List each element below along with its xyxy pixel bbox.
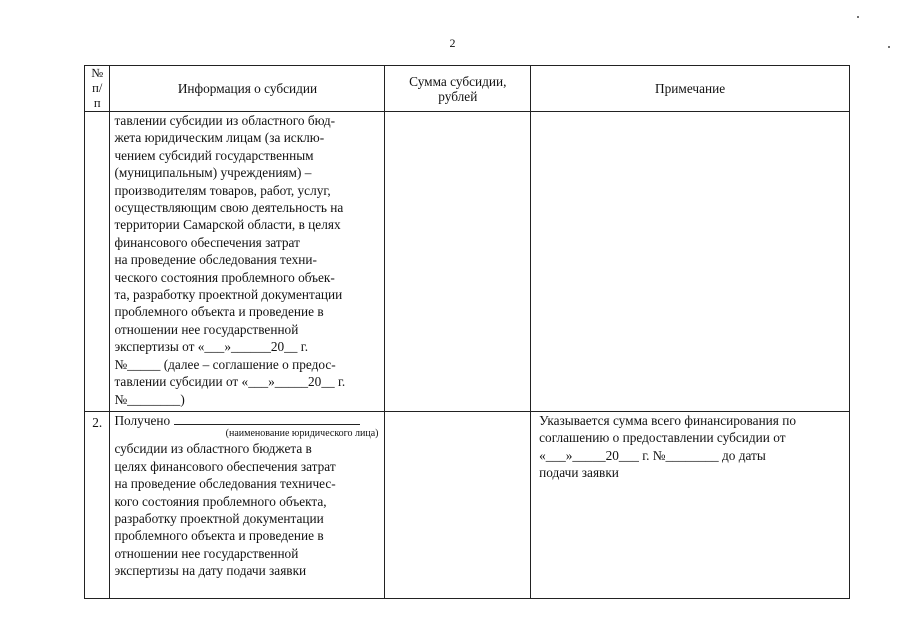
entity-name-blank <box>174 412 360 425</box>
page-number: 2 <box>449 36 456 50</box>
row-note <box>531 112 850 412</box>
received-description: субсидии из областного бюджета в целях финансового обеспечения затрат на проведение обследования техничес- кого состояния проблемного объекта, разработку проектной документации проблемного объекта и проведение в отношении нее государственной экспертизы на дату подачи заявки <box>114 441 336 579</box>
row-info: тавлении субсидии из областного бюд- жета юридическим лицам (за исклю- чением субсидий государственным (муниципальным) учреждениям) – производителям товаров, работ, услуг, осуществляющим свою деятельность на территории Самарской области, в целях финансового обеспечения затрат на проведение обследования техни- ческого состояния проблемного объек- та, разработку проектной документации проблемного объекта и проведение в отношении нее государственной экспертизы от «___»______20__ г. №_____ (далее – соглашение о предос- тавлении субсидии от «___»_____20__ г. №________) <box>110 112 385 412</box>
received-line <box>114 412 380 429</box>
header-info: Информация о субсидии <box>110 66 385 112</box>
row-note: Указывается сумма всего финансирования по соглашению о предоставлении субсидии от «___»_____20___ г. №________ до даты подачи заявки <box>531 412 850 599</box>
header-number: № п/п <box>85 66 110 112</box>
header-note: Примечание <box>531 66 850 112</box>
entity-name-caption: (наименование юридического лица) <box>225 428 379 440</box>
table-row <box>85 412 850 599</box>
row-info <box>110 412 385 599</box>
header-amount: Сумма субсидии, рублей <box>385 66 531 112</box>
subsidy-table <box>84 65 850 599</box>
row-amount <box>385 112 531 412</box>
table-row <box>85 112 850 412</box>
table-header-row <box>85 66 850 112</box>
received-prefix: Получено <box>114 413 171 428</box>
scan-speck <box>888 46 890 48</box>
row-number <box>85 112 110 412</box>
row-number: 2. <box>85 412 110 599</box>
row-amount <box>385 412 531 599</box>
scan-speck <box>857 16 859 18</box>
